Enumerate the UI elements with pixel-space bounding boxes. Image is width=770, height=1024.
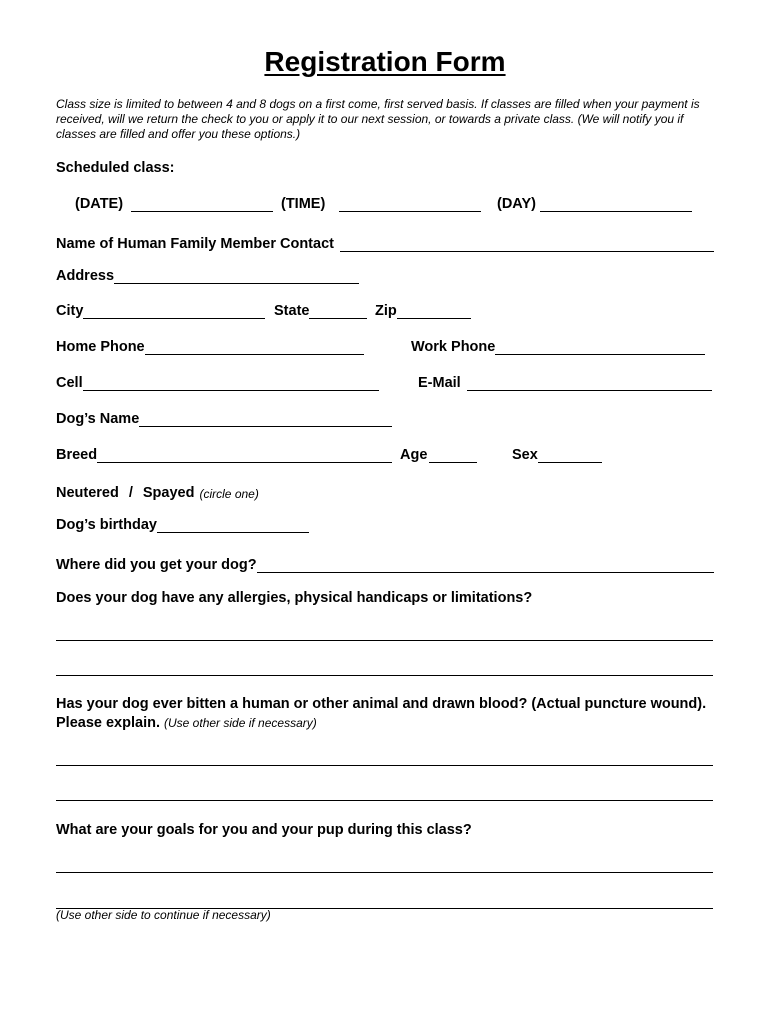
bite-history-question: [56, 695, 716, 733]
circle-one-note: (circle one): [199, 487, 259, 501]
time-label: (TIME): [281, 196, 326, 212]
home-phone-field[interactable]: [145, 340, 364, 355]
cell-email-row: [56, 375, 714, 395]
zip-label: Zip: [375, 303, 397, 319]
city-state-zip-row: [56, 303, 714, 323]
address-label: Address: [56, 268, 115, 284]
dog-name-field[interactable]: [139, 412, 392, 427]
option-separator: /: [128, 485, 133, 501]
allergies-answer-line-2[interactable]: [56, 675, 713, 676]
neutered-option[interactable]: Neutered: [56, 485, 119, 501]
allergies-answer-line-1[interactable]: [56, 640, 713, 641]
city-label: City: [56, 303, 84, 319]
sex-label: Sex: [512, 447, 538, 463]
bite-history-answer-line-2[interactable]: [56, 800, 713, 801]
contact-name-field[interactable]: [340, 237, 714, 252]
dog-source-field[interactable]: [257, 558, 714, 573]
breed-field[interactable]: [97, 448, 392, 463]
zip-field[interactable]: [397, 304, 471, 319]
email-label: E-Mail: [418, 375, 461, 391]
phone-row: [56, 339, 714, 359]
breed-label: Breed: [56, 447, 98, 463]
bite-history-question-text: Has your dog ever bitten a human or other animal and drawn blood? (Actual puncture wound). Please explain.: [56, 696, 707, 731]
cell-field[interactable]: [83, 376, 379, 391]
dog-birthday-label: Dog’s birthday: [56, 517, 157, 533]
home-phone-label: Home Phone: [56, 339, 145, 355]
state-label: State: [274, 303, 310, 319]
day-label: (DAY): [497, 196, 536, 212]
neutered-spayed-row: [56, 481, 714, 501]
scheduled-class-row: [56, 196, 714, 216]
date-field[interactable]: [131, 197, 273, 212]
work-phone-label: Work Phone: [411, 339, 496, 355]
scheduled-class-label: Scheduled class:: [56, 160, 175, 176]
date-label: (DATE): [75, 196, 124, 212]
address-field[interactable]: [114, 269, 359, 284]
goals-answer-line-1[interactable]: [56, 872, 713, 873]
age-label: Age: [400, 447, 428, 463]
time-field[interactable]: [339, 197, 481, 212]
contact-name-row: [56, 232, 714, 252]
scheduled-class-heading: [56, 160, 714, 180]
dog-name-row: [56, 411, 714, 431]
dog-source-label: Where did you get your dog?: [56, 557, 257, 573]
dog-birthday-field[interactable]: [157, 518, 309, 533]
intro-paragraph: Class size is limited to between 4 and 8 dogs on a first come, first served basis. If classes are filled when your payment is received, will we return the check to you or apply it to our next session, or towards a private class. (We will notify you if classes are filled and offer you these options.): [56, 97, 700, 141]
city-field[interactable]: [83, 304, 265, 319]
email-field[interactable]: [467, 376, 712, 391]
age-field[interactable]: [429, 448, 477, 463]
sex-field[interactable]: [538, 448, 602, 463]
day-field[interactable]: [540, 197, 692, 212]
contact-name-label: Name of Human Family Member Contact: [56, 236, 334, 252]
allergies-question: Does your dog have any allergies, physical handicaps or limitations?: [56, 590, 533, 606]
continue-footnote: (Use other side to continue if necessary): [56, 908, 271, 922]
page-title: Registration Form: [264, 46, 506, 77]
bite-history-answer-line-1[interactable]: [56, 765, 713, 766]
goals-question: What are your goals for you and your pup during this class?: [56, 822, 472, 838]
address-row: [56, 268, 714, 288]
cell-label: Cell: [56, 375, 83, 391]
work-phone-field[interactable]: [495, 340, 705, 355]
dog-source-row: [56, 553, 714, 573]
breed-age-sex-row: [56, 447, 714, 467]
spayed-option[interactable]: Spayed: [142, 485, 195, 501]
dog-birthday-row: [56, 517, 714, 537]
bite-history-note: (Use other side if necessary): [164, 716, 317, 730]
state-field[interactable]: [309, 304, 367, 319]
dog-name-label: Dog’s Name: [56, 411, 140, 427]
